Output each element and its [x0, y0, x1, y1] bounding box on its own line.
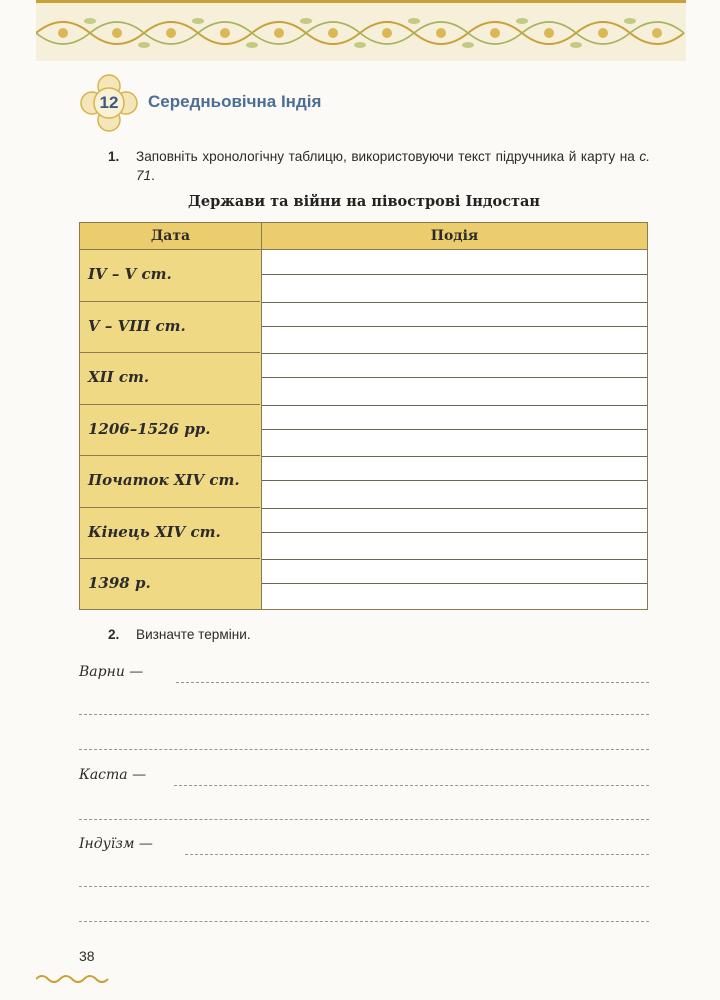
date-value: 1206–1526 рр. [88, 419, 211, 438]
task-1 [108, 147, 656, 187]
date-value: Початок XIV ст. [88, 471, 240, 489]
event-row-separator [262, 559, 647, 560]
event-answer-line[interactable] [262, 532, 647, 533]
event-answer-line[interactable] [262, 429, 647, 430]
column-header-event: Подія [430, 228, 479, 244]
table-caption: Держави та війни на півострові Індостан [187, 193, 541, 210]
event-row-separator [262, 508, 647, 509]
date-value: 1398 р. [88, 574, 151, 592]
term-kasta[interactable] [79, 767, 649, 827]
date-cell [80, 405, 260, 457]
answer-line[interactable] [174, 785, 649, 786]
answer-line[interactable] [176, 682, 649, 683]
answer-line[interactable] [185, 854, 649, 855]
task-2 [108, 625, 408, 645]
event-row-separator [262, 353, 647, 354]
bottom-ornament [36, 972, 110, 984]
date-column [80, 250, 262, 609]
task-number: 2. [108, 627, 120, 642]
task-text: Визначте терміни. [136, 627, 251, 642]
event-answer-line[interactable] [262, 480, 647, 481]
event-column[interactable] [262, 250, 647, 609]
date-cell [80, 559, 260, 611]
task-text [136, 147, 650, 185]
answer-line[interactable] [79, 749, 649, 750]
date-cell [80, 250, 260, 302]
term-induizm[interactable] [79, 836, 649, 926]
task-end-punct: . [151, 168, 155, 183]
event-row-separator [262, 405, 647, 406]
lesson-title: Середньовічна Індія [148, 92, 322, 111]
lesson-header [80, 74, 500, 132]
date-cell [80, 302, 260, 354]
lesson-number: 12 [99, 93, 119, 112]
date-cell [80, 508, 260, 560]
date-value: XII ст. [88, 368, 150, 386]
term-label: Варни — [79, 664, 144, 680]
event-answer-line[interactable] [262, 274, 647, 275]
page-reference: с. 71 [136, 149, 650, 183]
event-answer-line[interactable] [262, 377, 647, 378]
term-label: Індуїзм — [79, 836, 153, 852]
event-row-separator [262, 456, 647, 457]
answer-line[interactable] [79, 921, 649, 922]
page-number: 38 [79, 948, 95, 964]
date-value: V – VIII ст. [88, 316, 186, 335]
answer-line[interactable] [79, 714, 649, 715]
date-cell [80, 353, 260, 405]
answer-line[interactable] [79, 886, 649, 887]
date-value: Кінець XIV ст. [88, 522, 221, 541]
top-ornament-border [36, 0, 686, 65]
chronology-table [79, 222, 648, 610]
column-header-date: Дата [80, 223, 262, 249]
event-answer-line[interactable] [262, 326, 647, 327]
task-instruction: Заповніть хронологічну таблицю, використовуючи текст підручника й карту на [136, 149, 640, 164]
term-label: Каста — [79, 767, 147, 783]
task-number: 1. [108, 149, 120, 164]
event-row-separator [262, 302, 647, 303]
answer-line[interactable] [79, 819, 649, 820]
event-answer-line[interactable] [262, 583, 647, 584]
date-value: IV – V ст. [88, 265, 172, 283]
term-varny[interactable] [79, 664, 649, 754]
date-cell [80, 456, 260, 508]
table-header-row [80, 223, 647, 250]
